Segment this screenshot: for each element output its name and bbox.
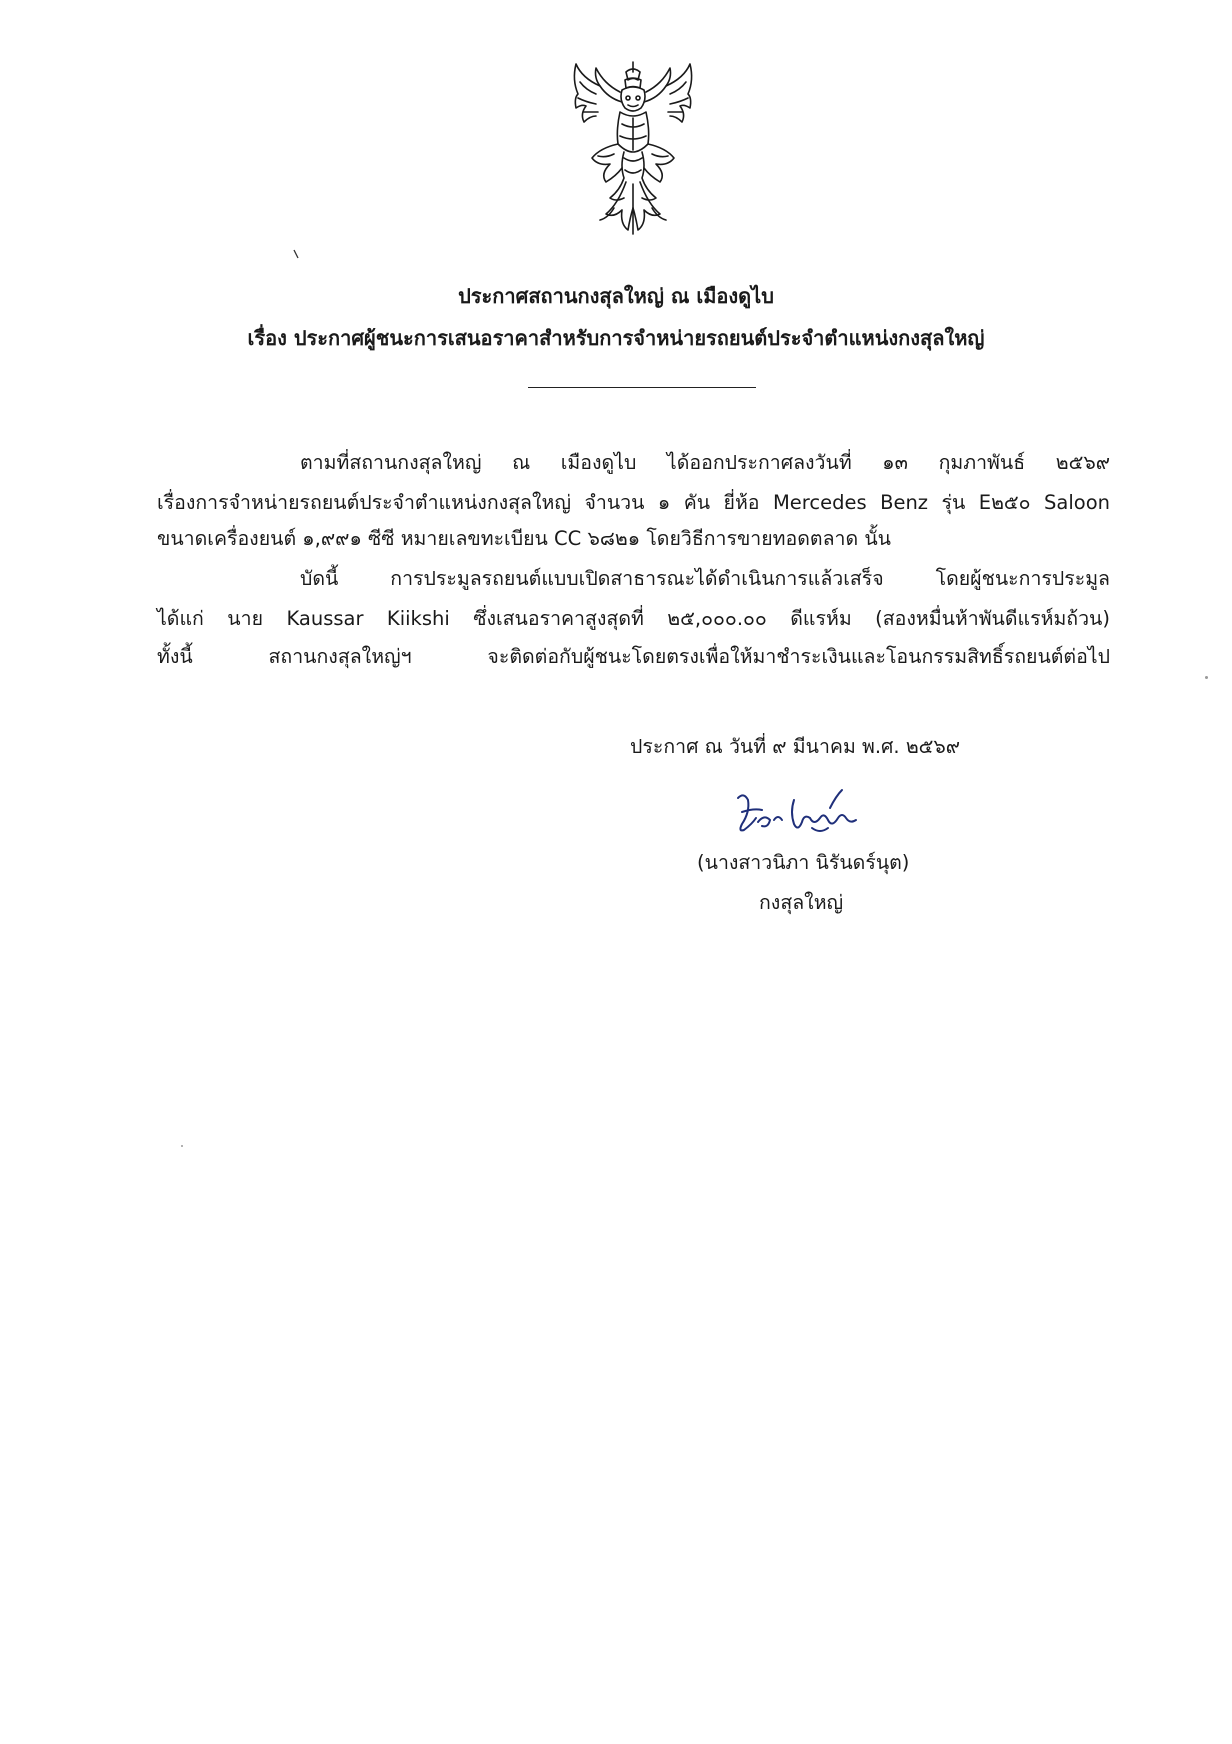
body-paragraph-1-line-1: ตามที่สถานกงสุลใหญ่ ณ เมืองดูไบ ได้ออกประกาศลงวันที่ ๑๓ กุมภาพันธ์ ๒๕๖๙ [300,451,1110,474]
body-paragraph-2-line-2: ได้แก่ นาย Kaussar Kiikshi ซึ่งเสนอราคาสูงสุดที่ ๒๕,๐๐๐.๐๐ ดีแรห์ม (สองหมื่นห้าพันดีแรห์มถ้วน) [157,607,1110,630]
heading-divider [528,387,756,388]
body-paragraph-2-line-1: บัดนี้ การประมูลรถยนต์แบบเปิดสาธารณะได้ดำเนินการแล้วเสร็จ โดยผู้ชนะการประมูล [300,567,1110,590]
signer-position: กงสุลใหญ่ [759,891,844,914]
heading-line-1: ประกาศสถานกงสุลใหญ่ ณ เมืองดูไบ [458,284,774,308]
scan-speck [181,1145,183,1147]
stray-mark [293,244,299,254]
heading-line-2: เรื่อง ประกาศผู้ชนะการเสนอราคาสำหรับการจำหน่ายรถยนต์ประจำตำแหน่งกงสุลใหญ่ [247,326,985,350]
announcement-date: ประกาศ ณ วันที่ ๙ มีนาคม พ.ศ. ๒๕๖๙ [630,735,961,758]
body-paragraph-2-line-3: ทั้งนี้ สถานกงสุลใหญ่ฯ จะติดต่อกับผู้ชนะโดยตรงเพื่อให้มาชำระเงินและโอนกรรมสิทธิ์รถยนต์ต่อไป [157,645,1110,668]
scan-speck [1205,676,1208,679]
body-paragraph-1-line-3: ขนาดเครื่องยนต์ ๑,๙๙๑ ซีซี หมายเลขทะเบียน CC ๖๘๒๑ โดยวิธีการขายทอดตลาด นั้น [157,527,891,550]
garuda-emblem-icon [570,58,696,238]
body-paragraph-1-line-2: เรื่องการจำหน่ายรถยนต์ประจำตำแหน่งกงสุลใหญ่ จำนวน ๑ คัน ยี่ห้อ Mercedes Benz รุ่น E๒๕๐ Saloon [157,491,1110,514]
handwritten-signature [728,778,866,848]
signer-name: (นางสาวนิภา นิรันดร์นุต) [697,851,910,874]
